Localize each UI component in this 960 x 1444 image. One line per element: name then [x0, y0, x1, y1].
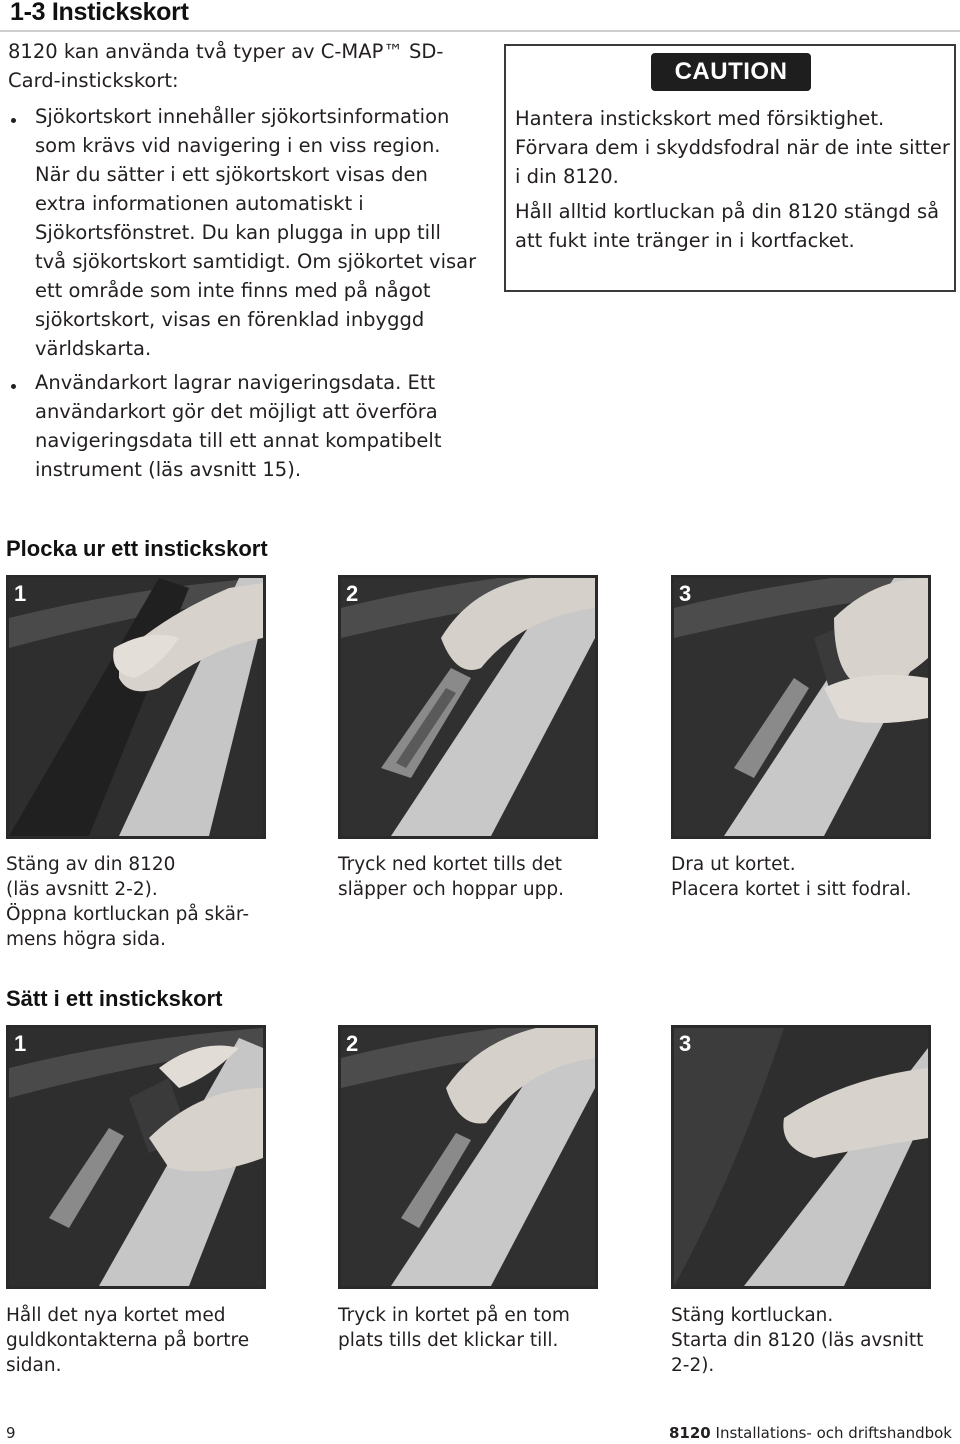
step-number: 2 [346, 1031, 359, 1056]
caption-line: guldkontakterna på bortre [6, 1330, 250, 1351]
remove-step-3-caption [671, 852, 951, 902]
photo-illustration [341, 1028, 595, 1286]
photo-illustration [9, 578, 263, 836]
caption-line: Tryck ned kortet tills det [338, 854, 562, 875]
step-number: 1 [14, 1031, 27, 1056]
caption-line: 2-2). [671, 1355, 715, 1376]
step-number: 2 [346, 581, 359, 606]
step-number: 3 [679, 581, 692, 606]
title-rule [0, 30, 960, 32]
page-number: 9 [6, 1424, 16, 1442]
list-item-user-card: Användarkort lagrar navigeringsdata. Ett användarkort gör det möjligt att överföra navigeringsdata till ett annat kompatibelt instrument (läs avsnitt 15). [8, 368, 478, 484]
step-number: 1 [14, 581, 27, 606]
remove-step-3-photo [671, 575, 931, 839]
caption-line: Stäng av din 8120 [6, 854, 176, 875]
caption-line: Tryck in kortet på en tom [338, 1305, 570, 1326]
caption-line: Placera kortet i sitt fodral. [671, 879, 912, 900]
caption-line: sidan. [6, 1355, 62, 1376]
manual-title [669, 1424, 952, 1442]
intro-text: 8120 kan använda två typer av C-MAP™ SD-Card-instickskort: [8, 40, 444, 92]
caution-paragraph: Håll alltid kortluckan på din 8120 stängd så att fukt inte tränger in i kortfacket. [515, 200, 940, 252]
remove-step-2-caption [338, 852, 618, 902]
caption-line: Starta din 8120 (läs avsnitt [671, 1330, 924, 1351]
photo-illustration [674, 578, 928, 836]
caption-line: Dra ut kortet. [671, 854, 796, 875]
insert-step-1-caption [6, 1303, 286, 1378]
insert-step-1-photo [6, 1025, 266, 1289]
insert-step-3-photo [671, 1025, 931, 1289]
step-number: 3 [679, 1031, 692, 1056]
remove-heading: Plocka ur ett instickskort [6, 536, 268, 561]
insert-step-2-photo [338, 1025, 598, 1289]
caption-line: Stäng kortluckan. [671, 1305, 834, 1326]
caption-line: mens högra sida. [6, 929, 166, 950]
caution-paragraph: Hantera instickskort med försiktighet. Förvara dem i skyddsfodral när de inte sitter i din 8120. [515, 107, 950, 188]
insert-step-3-caption [671, 1303, 951, 1378]
caption-line: Håll det nya kortet med [6, 1305, 226, 1326]
remove-step-1-caption [6, 852, 286, 952]
caution-badge: CAUTION [651, 53, 811, 91]
photo-illustration [341, 578, 595, 836]
caption-line: (läs avsnitt 2-2). [6, 879, 158, 900]
manual-model: 8120 [669, 1424, 711, 1442]
list-item-chart-card: Sjökortskort innehåller sjökortsinformation som krävs vid navigering i en viss region. När du sätter i ett sjökortskort visas den extra informationen automatiskt i Sjökortsfönstret. Du kan plugga in upp till två sjökortskort samtidigt. Om sjökortet visar ett område som inte finns med på något sjökortskort, visas en förenklad inbyggd världskarta. [8, 102, 478, 363]
remove-step-2-photo [338, 575, 598, 839]
caption-line: Öppna kortluckan på skär- [6, 904, 250, 925]
photo-illustration [674, 1028, 928, 1286]
insert-step-2-caption [338, 1303, 618, 1353]
caution-box [504, 44, 956, 292]
manual-title-text: Installations- och driftshandbok [715, 1424, 952, 1442]
page-title: 1-3 Instickskort [10, 0, 189, 26]
caution-text [515, 104, 951, 261]
caption-line: släpper och hoppar upp. [338, 879, 565, 900]
insert-heading: Sätt i ett instickskort [6, 986, 223, 1011]
card-types-list [8, 102, 478, 484]
remove-step-1-photo [6, 575, 266, 839]
caption-line: plats tills det klickar till. [338, 1330, 559, 1351]
photo-illustration [9, 1028, 263, 1286]
